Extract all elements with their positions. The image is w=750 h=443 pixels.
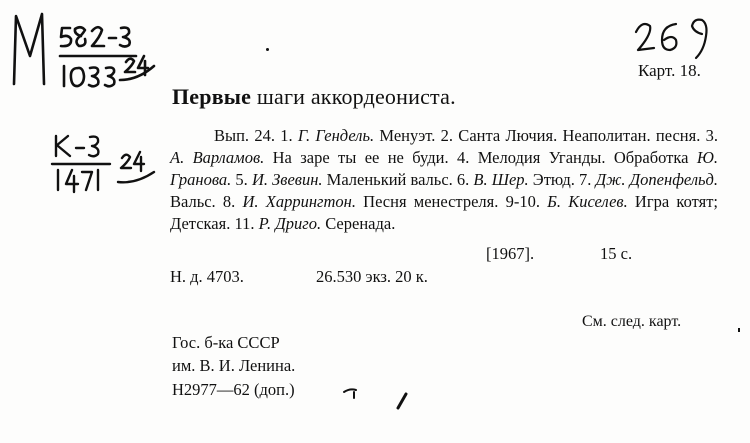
composer: Б. Киселев. — [547, 192, 628, 211]
work: Серенада. — [321, 214, 396, 233]
inventory-handwritten — [50, 132, 170, 196]
composer: Г. Гендель. — [297, 126, 375, 145]
work: На заре ты ее не буди. 4. Мелодия Уганды. Обработка — [264, 148, 697, 167]
library-line-3: Н2977—62 (доп.) — [172, 380, 295, 399]
library-line-2: им. В. И. Ленина. — [172, 356, 296, 375]
title-rest: шаги аккордеониста. — [251, 84, 456, 109]
speck-mark — [266, 48, 269, 51]
book-title — [172, 84, 456, 110]
shelfmark-handwritten — [8, 6, 168, 96]
card-number-handwritten — [628, 16, 720, 62]
work: Менуэт. 2. Санта Лючия. Неаполитан. песня. 3. — [374, 126, 718, 145]
work: Вальс. 8. — [170, 192, 243, 211]
order-number: Н. д. 4703. — [170, 267, 244, 286]
composer: А. Варламов. — [170, 148, 265, 167]
composer: И. Харрингтон. — [242, 192, 356, 211]
work: Этюд. 7. — [528, 170, 596, 189]
composer: В. Шер. — [473, 170, 529, 189]
see-next-card: См. след. карт. — [582, 313, 682, 330]
composer: Ю. Гранова. — [170, 148, 718, 189]
card-label: Карт. 18. — [638, 61, 701, 80]
work: Маленький вальс. 6. — [322, 170, 474, 189]
work: Игра котят; Детская. 11. — [170, 192, 718, 233]
composer: Р. Дриго. — [258, 214, 322, 233]
composer: И. Звевин. — [251, 170, 323, 189]
composer: Дж. Допенфельд. — [595, 170, 718, 189]
title-bold: Первые — [172, 84, 252, 109]
pencil-mark-icon — [340, 384, 420, 414]
print-run: 26.530 экз. 20 к. — [316, 267, 428, 286]
imprint-pages: 15 с. — [600, 244, 633, 263]
contents-intro: Вып. 24. 1. — [214, 126, 298, 145]
speck-mark — [738, 328, 740, 332]
imprint-year: [1967]. — [486, 244, 535, 263]
library-line-1: Гос. б-ка СССР — [172, 333, 280, 352]
contents-paragraph — [170, 125, 718, 235]
work: Песня менестреля. 9-10. — [355, 192, 548, 211]
work: 5. — [231, 170, 252, 189]
